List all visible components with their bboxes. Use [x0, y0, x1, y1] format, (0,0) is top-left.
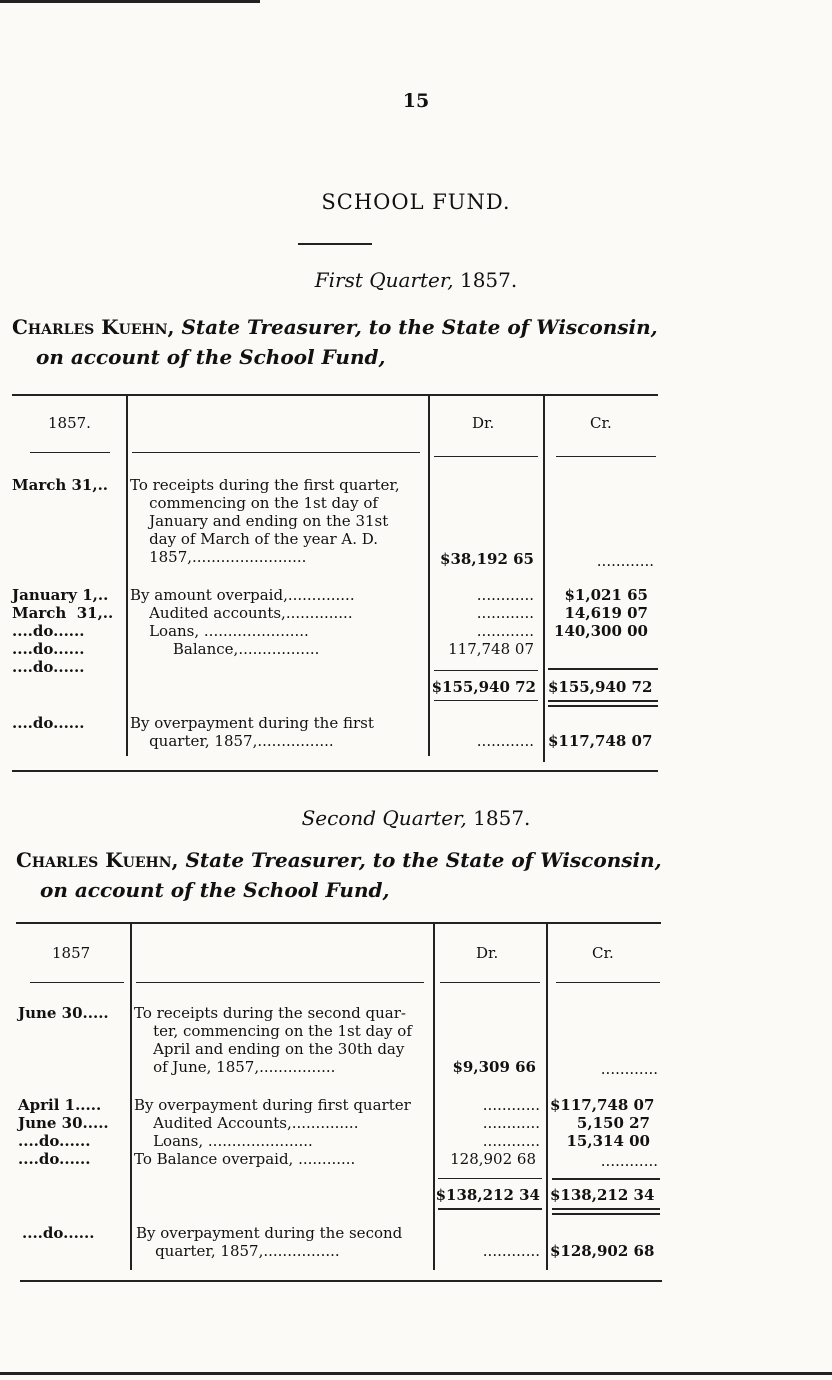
account-heading-1: [12, 312, 658, 372]
total-dr: $138,212 34: [435, 1186, 540, 1204]
table-row-date: ....do......: [12, 640, 85, 658]
table-row-desc: To receipts during the first quarter, commencing on the 1st day of January and ending on the 31st day of March of the year A. D. 1857,........................: [130, 476, 400, 566]
heading-text: State Treasurer, to the State of Wisconsin,: [185, 848, 662, 872]
table-row-desc: To receipts during the second quar- ter, commencing on the 1st day of April and ending on the 30th day of June, 1857,................: [134, 1004, 412, 1076]
table2-head-rule-b: [136, 982, 424, 983]
table2-vrule-3: [546, 924, 548, 1270]
table-row-dr: 117,748 07: [448, 640, 534, 658]
account-heading-2: [16, 845, 662, 905]
table-row-date: March 31,..: [12, 476, 109, 494]
table1-dbl-rule-cr1: [548, 700, 658, 702]
table-row-dr: ............: [482, 1242, 540, 1260]
table1-sum-rule-dr: [434, 670, 538, 671]
table-row-cr: $128,902 68: [550, 1242, 655, 1260]
page-title: SCHOOL FUND.: [321, 190, 511, 214]
table-row-cr: 14,619 07: [564, 604, 648, 622]
title-divider: [298, 243, 372, 245]
table2-head-rule-d: [556, 982, 660, 983]
table-row-desc: By overpayment during the first quarter, 1857,................: [130, 714, 374, 750]
table-row-dr: ............: [476, 586, 534, 604]
table-row-desc: Audited accounts,..............: [130, 604, 353, 622]
quarter-label: Second Quarter,: [301, 806, 467, 830]
table1-col-date: 1857.: [48, 414, 91, 432]
table-row-dr: ............: [482, 1114, 540, 1132]
table2-dbl-rule-cr2: [552, 1213, 660, 1215]
table-row-dr: 128,902 68: [450, 1150, 536, 1168]
table-row-desc: By overpayment during first quarter: [134, 1096, 411, 1114]
table2-col-cr: Cr.: [592, 944, 614, 962]
table2-col-dr: Dr.: [476, 944, 499, 962]
table-row-date: ....do......: [18, 1150, 91, 1168]
table-row-cr: ............: [600, 1060, 658, 1078]
table-row-dr: ............: [482, 1132, 540, 1150]
table1-vrule-3: [543, 396, 545, 762]
table2-sum-rule-dr: [438, 1178, 542, 1179]
table2-top-rule: [16, 922, 661, 924]
quarter-heading-2: [0, 806, 832, 830]
table1-head-rule-d: [556, 456, 656, 457]
table-row-date: June 30.....: [18, 1114, 109, 1132]
table-row-dr: ............: [476, 622, 534, 640]
table-row-cr: $117,748 07: [548, 732, 653, 750]
table1-dbl-rule-cr2: [548, 705, 658, 707]
quarter-year: 1857.: [459, 268, 518, 292]
table1-col-dr: Dr.: [472, 414, 495, 432]
table2-bottom-rule: [20, 1280, 662, 1282]
table-row-desc: Loans, ......................: [134, 1132, 313, 1150]
table-row-dr: ............: [482, 1096, 540, 1114]
table1-dbl-rule-dr: [434, 700, 538, 701]
treasurer-name: Charles Kuehn,: [16, 848, 179, 872]
table-row-date: ....do......: [22, 1224, 95, 1242]
table-row-date: ....do......: [12, 714, 85, 732]
table-row-date: January 1,..: [12, 586, 109, 604]
table1-vrule-2: [428, 396, 430, 756]
table1-head-rule-c: [434, 456, 538, 457]
table-row-date: June 30.....: [18, 1004, 109, 1022]
table2-dbl-rule-dr: [438, 1208, 542, 1210]
total-cr: $138,212 34: [550, 1186, 655, 1204]
table2-dbl-rule-cr1: [552, 1208, 660, 1210]
table-row-cr: $1,021 65: [564, 586, 648, 604]
table1-vrule-1: [126, 396, 128, 756]
table1-col-cr: Cr.: [590, 414, 612, 432]
table-row-cr: ............: [596, 552, 654, 570]
treasurer-name: Charles Kuehn,: [12, 315, 175, 339]
heading-line2: on account of the School Fund,: [36, 345, 386, 369]
table-row-dr: $38,192 65: [440, 550, 534, 568]
table1-bottom-rule: [12, 770, 658, 772]
table-row-cr: 140,300 00: [554, 622, 648, 640]
heading-text: State Treasurer, to the State of Wisconsin,: [181, 315, 658, 339]
table-row-desc: By amount overpaid,..............: [130, 586, 355, 604]
table-row-desc: Audited Accounts,..............: [134, 1114, 359, 1132]
table-row-date: ....do......: [12, 622, 85, 640]
table-row-cr: $117,748 07: [550, 1096, 655, 1114]
table-row-date: April 1.....: [18, 1096, 102, 1114]
total-cr: $155,940 72: [548, 678, 653, 696]
bottom-edge-rule: [0, 1372, 832, 1375]
table1-head-rule-b: [132, 452, 420, 453]
table1-top-rule: [12, 394, 658, 396]
table-row-dr: $9,309 66: [452, 1058, 536, 1076]
quarter-heading-1: [0, 268, 832, 292]
table2-sum-rule-cr: [552, 1178, 660, 1180]
quarter-year: 1857.: [473, 806, 531, 830]
table-row-cr: ............: [600, 1152, 658, 1170]
table1-head-rule-a: [30, 452, 110, 453]
table-row-desc: To Balance overpaid, ............: [134, 1150, 356, 1168]
page-number: 15: [402, 90, 430, 112]
table2-head-rule-c: [440, 982, 540, 983]
table-row-dr: ............: [476, 604, 534, 622]
table1-sum-rule-cr: [548, 668, 658, 670]
table2-col-date: 1857: [52, 944, 91, 962]
table-row-desc: By overpayment during the second quarter, 1857,................: [136, 1224, 403, 1260]
heading-line2: on account of the School Fund,: [40, 878, 390, 902]
table-row-date: ....do......: [12, 658, 85, 676]
top-edge-rule: [0, 0, 260, 3]
table-row-cr: 15,314 00: [566, 1132, 650, 1150]
table2-head-rule-a: [30, 982, 124, 983]
table-row-dr: ............: [476, 732, 534, 750]
table-row-desc: Balance,.................: [130, 640, 320, 658]
quarter-label: First Quarter,: [314, 268, 454, 292]
table2-vrule-2: [433, 924, 435, 1270]
table2-vrule-1: [130, 924, 132, 1270]
table-row-cr: 5,150 27: [576, 1114, 650, 1132]
table-row-date: March 31,..: [12, 604, 114, 622]
table-row-date: ....do......: [18, 1132, 91, 1150]
total-dr: $155,940 72: [431, 678, 536, 696]
table-row-desc: Loans, ......................: [130, 622, 309, 640]
